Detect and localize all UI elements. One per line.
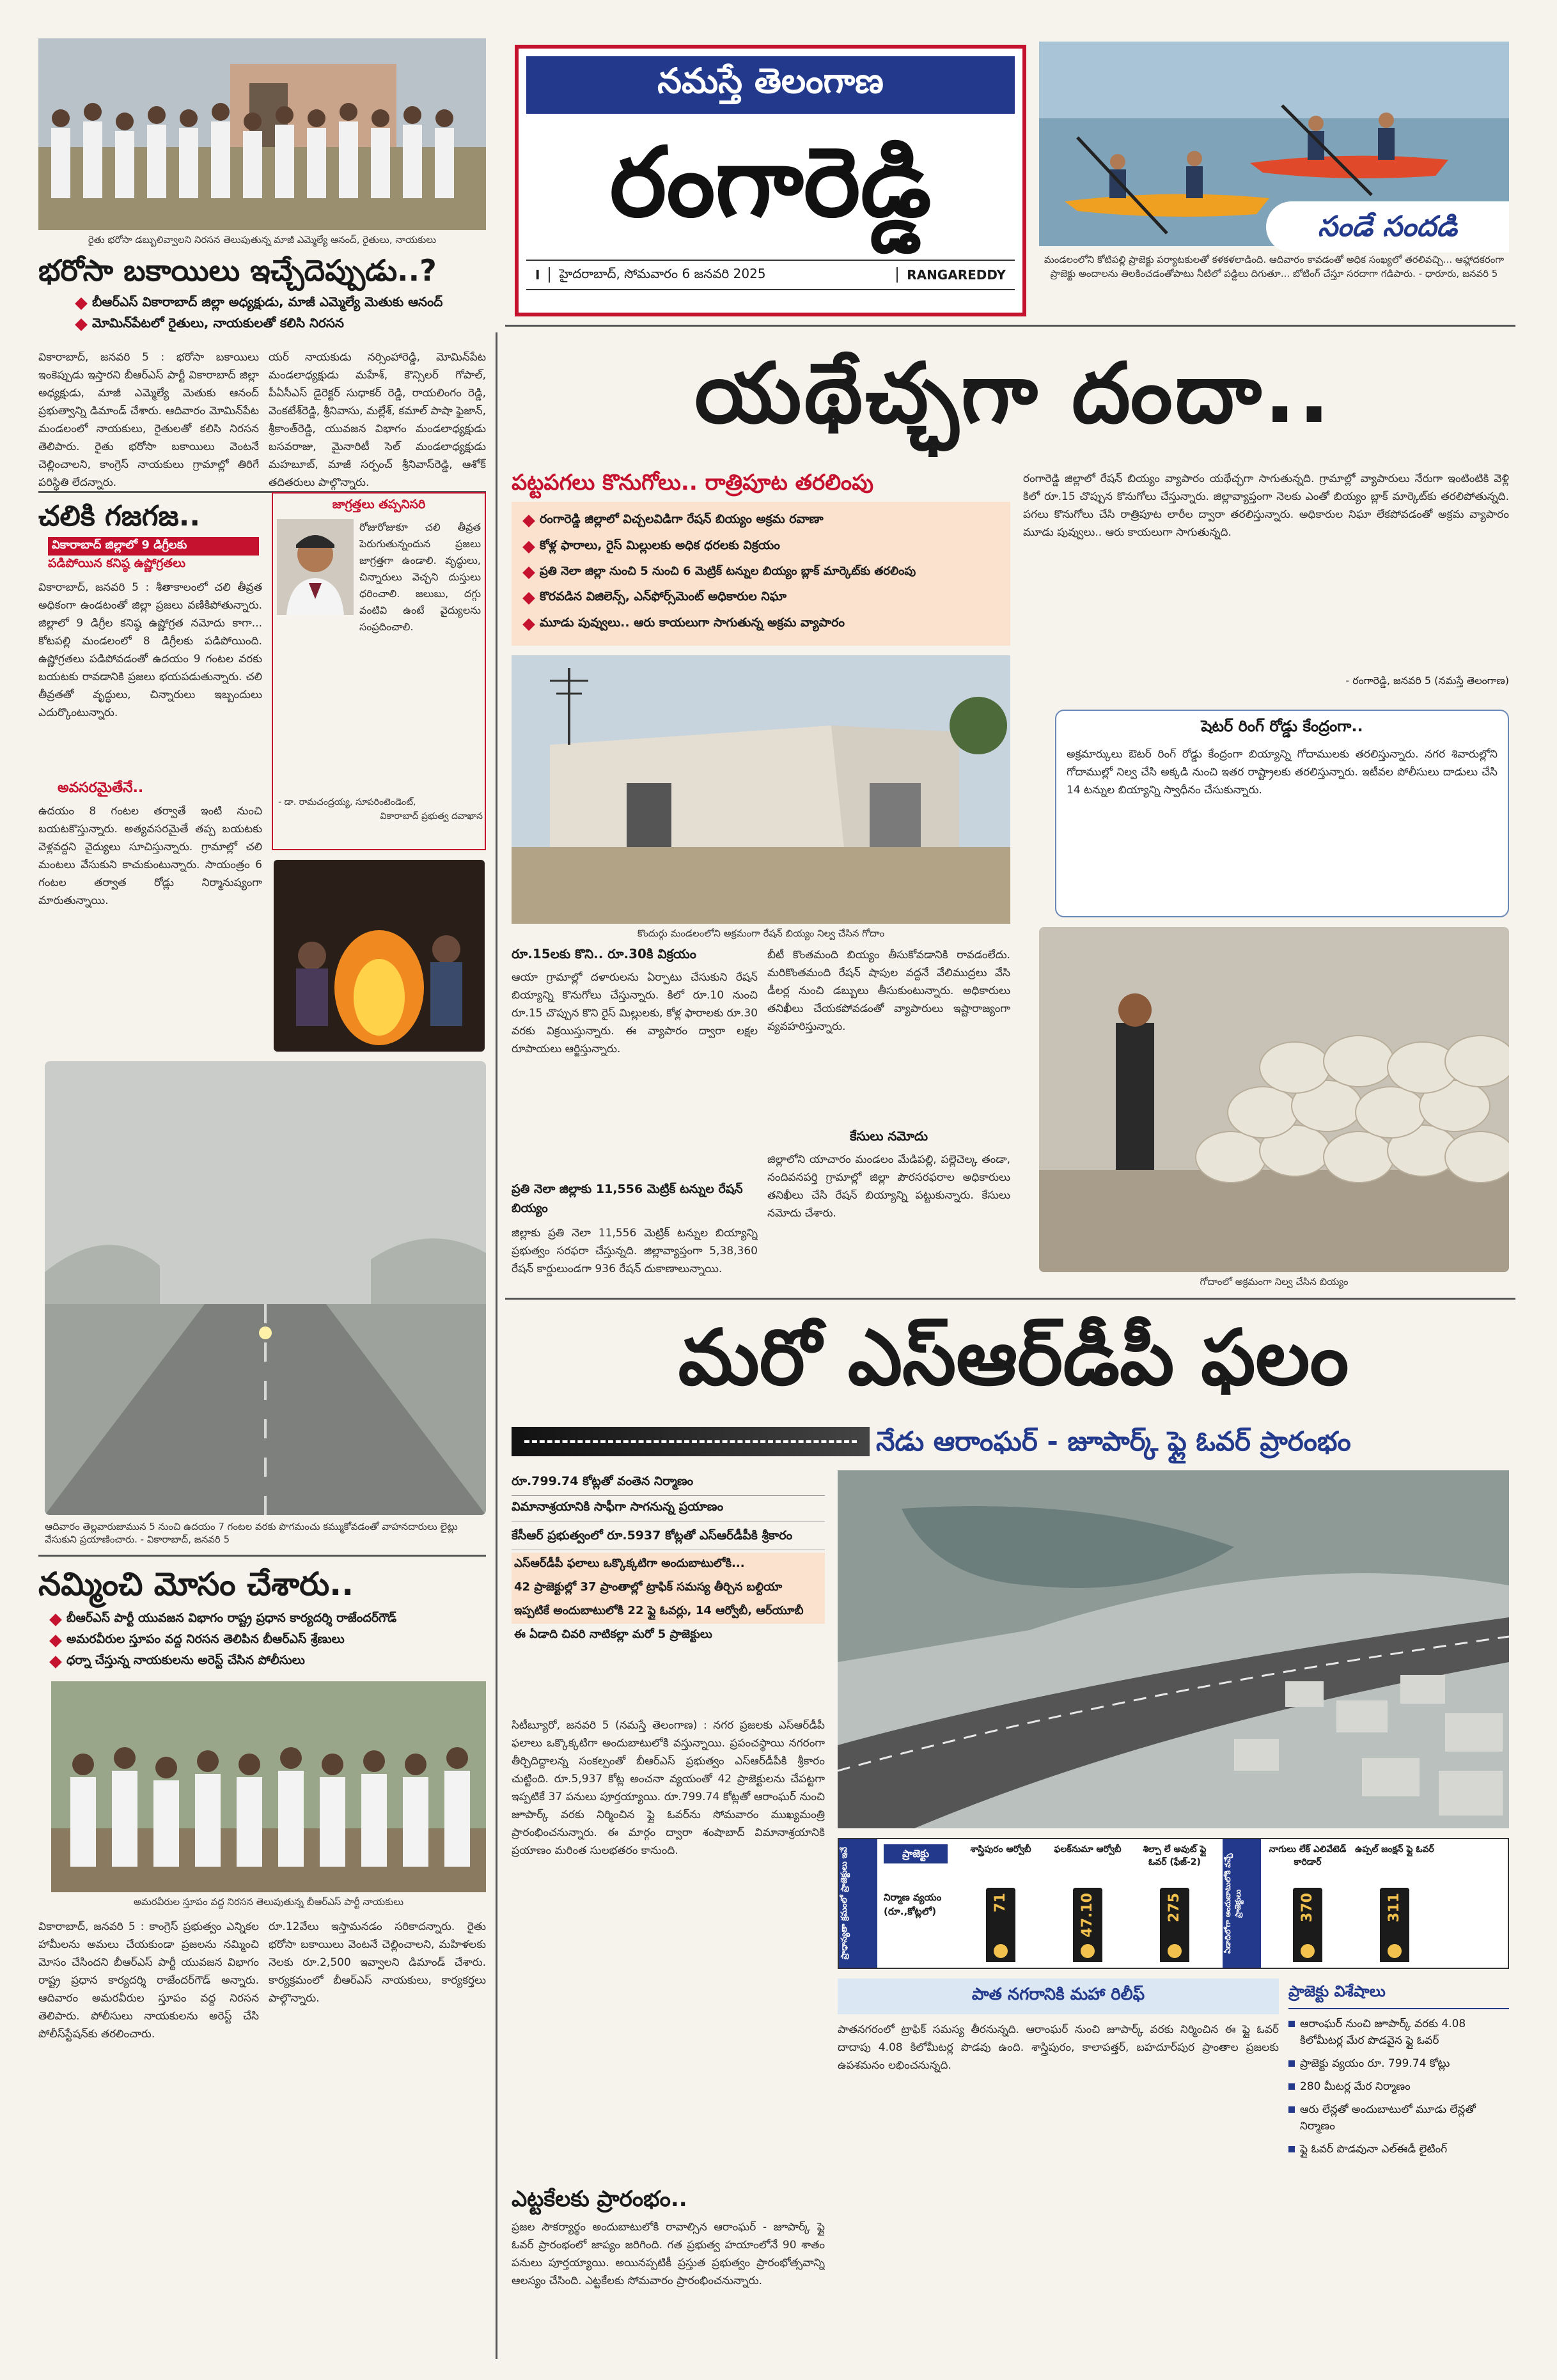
relief-body: పాతనగరంలో ట్రాఫిక్ సమస్య తీరనున్నది. ఆరాంఘర్ నుంచి జూపార్క్ వరకు నిర్మించిన ఈ ఫ్లై ఓవర్ దాదాపు 4.08 కిలోమీటర్ల పొడవు ఉంది. శాస్త్రిపురం, కాలాపత్తర్, బహదూర్‌పుర ప్రాంతాల ప్రజలకు ఉపశమనం లభించనున్నది.: [838, 2023, 1279, 2072]
project-cost-bar: [986, 1888, 1015, 1962]
cold-sub3: అవసరమైతేనే..: [58, 780, 144, 796]
project-cell: [1134, 1843, 1215, 1964]
issue-mark: I: [526, 267, 550, 283]
outer-ring-box: [1055, 710, 1509, 917]
lead-bullet: ప్రతి నెలా జిల్లా నుంచి 5 నుంచి 6 మెట్రిక్ టన్నుల బియ్యం బ్లాక్ మార్కెట్‌కు తరలింపు: [524, 564, 998, 580]
fog-photo: [45, 1061, 486, 1515]
brs-photo-caption: అమరవీరుల స్తూపం వద్ద నిరసన తెలుపుతున్న బీఆర్ఎస్ పార్టీ నాయకులు: [133, 1896, 404, 1908]
cold-body: వికారాబాద్, జనవరి 5 : శీతాకాలంలో చలి తీవ్రత అధికంగా ఉండటంతో జిల్లా ప్రజలు వణికిపోతున్నారు. జిల్లాలో 9 డిగ్రీల కనిష్ఠ ఉష్ణోగ్రత నమోదు కాగా... కోటపల్లి మండలంలో 8 డిగ్రీలకు పడిపోయింది. ఉష్ణోగ్రతలు పడిపోవడంతో ఉదయం 9 గంటల వరకు బయటకు రావడానికి ప్రజలు భయపడుతున్నారు. చలి తీవ్రతతో వృద్ధులు, చిన్నారులు ఇబ్బందులు ఎదుర్కొంటున్నారు.: [38, 581, 262, 719]
rice-bags-photo: [1039, 927, 1509, 1272]
paper-name: నమస్తే తెలంగాణ: [657, 60, 884, 101]
point: ఈ ఏడాది చివరి నాటికల్లా మరో 5 ప్రాజెక్టులు: [514, 1628, 712, 1641]
project-name: ఫలక్‌నుమా ఆర్వోబీ: [1054, 1844, 1122, 1855]
coin-icon: [1301, 1944, 1315, 1958]
doctor-photo: [277, 519, 354, 615]
feature-item: 280 మీటర్ల మేర నిర్మాణం: [1288, 2078, 1509, 2095]
lead-bullet: కోళ్ల ఫారాలు, రైస్ మిల్లులకు అధిక ధరలకు విక్రయం: [524, 538, 998, 556]
project-cell: [1267, 1843, 1348, 1964]
cold-body2: ఉదయం 8 గంటల తర్వాతే ఇంటి నుంచి బయటకొస్తున్నారు. అత్యవసరమైతే తప్ప బయటకు వెళ్లవద్దని వైద్యులు సూచిస్తున్నారు. గ్రామాల్లో చలి మంటలు వేసుకుని కాచుకుంటున్నారు. సాయంత్రం 6 గంటల తర్వాత రోడ్లు నిర్మానుష్యంగా మారుతున్నాయి.: [38, 805, 262, 907]
left-top-bullets: [77, 294, 486, 334]
lead-intro: రంగారెడ్డి జిల్లాలో రేషన్ బియ్యం వ్యాపారం యథేచ్ఛగా సాగుతున్నది. గ్రామాల్లో వ్యాపారులు నేరుగా ఇంటింటికి వెళ్లి కిలో రూ.15 చొప్పున కొనుగోలు చేస్తున్నారు. జిల్లావ్యాప్తంగా నెలకు ఎంతో బియ్యం బ్లాక్ మార్కెట్‌కు తరలిపోతున్నది. పగలు కొనుగోలు చేసి రాత్రిపూట లారీల ద్వారా తరలిస్తున్నారు. అధికారుల నిఘా లేకపోవడంతో అక్రమ వ్యాపారం మూడు పువ్వులు.. ఆరు కాయలుగా సాగుతున్నది.: [1023, 472, 1509, 539]
ettakelaku-head: ఎట్టకేలకు ప్రారంభం..: [512, 2186, 687, 2212]
masthead: [515, 45, 1026, 316]
table-side-a: ప్రాధాన్యతా క్రమంలో ప్రాజెక్టులు ఇవే: [839, 1839, 877, 1968]
point: ఇప్పటికే అందుబాటులోకి 22 ఫ్లై ఓవర్లు, 14 ఆర్వోబీ, ఆర్‌యూబీ: [512, 1600, 825, 1624]
protest-photo: [38, 38, 486, 230]
bullet-icon: [1288, 2060, 1295, 2067]
coin-icon: [1388, 1944, 1402, 1958]
features-box: [1288, 1979, 1509, 2359]
left-top-body-b: యర్ నాయకుడు నర్సింహారెడ్డి, మోమిన్‌పేట మండలాధ్యక్షుడు మహేశ్, కౌన్సిలర్ గోపాల్, పీఏసీఎస్ డైరెక్టర్ సుధాకర్ రెడ్డి, రాయలింగం రెడ్డి, వెంకటేశ్‌రెడ్డి, శ్రీనివాసు, మల్లేశ్, కమాల్ పాషా ఫైజాన్, శ్రీకాంత్‌రెడ్డి, యువజన విభాగం మండలాధ్యక్షుడు బసవరాజు, మైనారిటీ సెల్ మండలాధ్యక్షుడు మహబూబ్, మాజీ సర్పంచ్ శ్రీనివాస్‌రెడ్డి, ఆశోక్ తదితరులు పాల్గొన్నారు.: [269, 351, 486, 489]
cold-box-sig1: - డా. రామచంద్రయ్య, సూపరింటెండెంట్,: [278, 797, 416, 807]
coin-icon: [994, 1944, 1008, 1958]
project-cost-bar: [1380, 1888, 1409, 1962]
edition-en: RANGAREDDY: [896, 267, 1015, 283]
coin-icon: [1168, 1944, 1182, 1958]
bullet: అమరవీరుల స్తూపం వద్ద నిరసన తెలిపిన బీఆర్ఎస్ శ్రేణులు: [51, 1632, 486, 1649]
cold-sub2: పడిపోయిన కనిష్ఠ ఉష్ణోగ్రతలు: [48, 556, 186, 570]
table-side-b: ఏడాదిలోగా అందుబాటులోకి వచ్చే ప్రాజెక్టులు: [1223, 1839, 1261, 1968]
left-top-headline: భరోసా బకాయిలు ఇచ్చేదెప్పుడు..?: [38, 253, 437, 288]
godown-photo-caption: కొందుర్గు మండలంలోని అక్రమంగా రేషన్ బియ్యం నిల్వ చేసిన గోదాం: [637, 928, 885, 939]
lead-col-b-head: కేసులు నమోదు: [849, 1128, 928, 1144]
project-cost-bar: [1160, 1888, 1189, 1962]
lead-bullets-box: [512, 502, 1010, 646]
feature-item: ప్రాజెక్టు వ్యయం రూ. 799.74 కోట్లు: [1288, 2055, 1509, 2072]
lead-intro-sig: - రంగారెడ్డి, జనవరి 5 (నమస్తే తెలంగాణ): [1345, 674, 1509, 687]
bonfire-photo: [274, 860, 485, 1052]
bullet-icon: [1288, 2146, 1295, 2152]
project-cost: 71: [992, 1893, 1008, 1913]
second-subhead: నేడు ఆరాంఘర్ - జూపార్క్ ఫ్లై ఓవర్ ప్రారంభం: [876, 1426, 1351, 1457]
second-body: సిటీబ్యూరో, జనవరి 5 (నమస్తే తెలంగాణ) : నగర ప్రజలకు ఎస్‌ఆర్‌డీపీ ఫలాలు ఒక్కొక్కటిగా అందుబాటులోకి వస్తున్నాయి. ప్రపంచస్థాయి నగరంగా తీర్చిదిద్దాలన్న సంకల్పంతో బీఆర్ఎస్ ప్రభుత్వం ఎస్‌ఆర్‌డీపీకి శ్రీకారం చుట్టింది. రూ.5,937 కోట్ల అంచనా వ్యయంతో 42 ప్రాజెక్టులను చేపట్టగా ఇప్పటికే 37 పనులు పూర్తయ్యాయి. రూ.799.74 కోట్లతో ఆరాంఘర్ నుంచి జూపార్క్ వరకు నిర్మించిన ఫ్లై ఓవర్‌ను సోమవారం ముఖ్యమంత్రి ప్రారంభించనున్నారు. ఈ మార్గం ద్వారా శంషాబాద్ విమానాశ్రయానికి ప్రయాణం మరింత సులభతరం కానుంది.: [512, 1719, 825, 1857]
second-subhead-strip: [512, 1419, 1515, 1464]
flyover-photo: [838, 1470, 1509, 1828]
protest-photo-caption: రైతు భరోసా డబ్బులివ్వాలని నిరసన తెలుపుతున్న మాజీ ఎమ్మెల్యే ఆనంద్, రైతులు, నాయకులు: [88, 234, 437, 245]
lead-col-a2: జిల్లాకు ప్రతి నెలా 11,556 మెట్రిక్ టన్నుల బియ్యాన్ని ప్రభుత్వం సరఫరా చేస్తున్నది. జిల్లావ్యాప్తంగా 5,38,360 రేషన్ కార్డులుండగా 936 రేషన్ దుకాణాలున్నాయి.: [512, 1227, 758, 1275]
coin-icon: [1081, 1944, 1095, 1958]
bullet-icon: [1288, 2083, 1295, 2090]
rice-bags-caption: గోదాంలో అక్రమంగా నిల్వ చేసిన బియ్యం: [1200, 1276, 1349, 1287]
features-list: [1288, 2016, 1509, 2158]
outer-ring-title: షెటర్ రింగ్ రోడ్డు కేంద్రంగా..: [1201, 717, 1363, 735]
cold-headline: చలికి గజగజ..: [38, 500, 201, 533]
bullet-icon: [1288, 2106, 1295, 2113]
cold-doctor-box: [272, 492, 486, 850]
dateline: హైదరాబాద్, సోమవారం 6 జనవరి 2025: [559, 265, 766, 281]
bullet: బీఆర్ఎస్ వికారాబాద్ జిల్లా అధ్యక్షుడు, మాజీ ఎమ్మెల్యే మెతుకు ఆనంద్: [77, 294, 486, 313]
fog-photo-caption: ఆదివారం తెల్లవారుజామున 5 నుంచి ఉదయం 7 గంటల వరకు పొగమంచు కమ్ముకోవడంతో వాహనదారులు లైట్లు వేసుకుని ప్రయాణించారు. - వికారాబాద్, జనవరి 5: [45, 1521, 458, 1545]
feature-item: ఆరాంఘర్ నుంచి జూపార్క్ వరకు 4.08 కిలోమీటర్ల మేర పొడవైన ఫ్లై ఓవర్: [1288, 2016, 1509, 2049]
project-cost: 370: [1299, 1893, 1315, 1922]
project-table: [838, 1838, 1509, 1969]
project-name: శిల్పా లే అవుట్ ఫ్లై ఓవర్ (ఫేజ్-2): [1143, 1844, 1207, 1867]
lead-col-b: బీటీ కొంతమంది బియ్యం తీసుకోవడానికి రావడంలేదు. మరికొంతమంది రేషన్ షాపుల వద్దనే వేలిముద్రలు వేసి డీలర్ల నుంచి డబ్బులు తీసుకుంటున్నారు. అధికారులు తనిఖీలు చేయకపోవడంతో వ్యాపారులు ఇష్టారాజ్యంగా వ్యవహరిస్తున్నారు.: [767, 949, 1010, 1033]
brs-protest-photo: [51, 1681, 486, 1892]
lead-col-a2-head: ప్రతి నెలా జిల్లాకు 11,556 మెట్రిక్ టన్నుల రేషన్ బియ్యం: [512, 1182, 743, 1215]
lead-bullet: మూడు పువ్వులు.. ఆరు కాయలుగా సాగుతున్న అక్రమ వ్యాపారం: [524, 616, 998, 633]
point: రూ.799.74 కోట్లతో వంతెన నిర్మాణం: [512, 1470, 825, 1496]
left-top-body-a: వికారాబాద్, జనవరి 5 : భరోసా బకాయిలు ఇంకెప్పుడు ఇస్తారని బీఆర్ఎస్ పార్టీ వికారాబాద్ జిల్లా అధ్యక్షుడు, మాజీ ఎమ్మెల్యే మెతుకు ఆనంద్ ప్రభుత్వాన్ని డిమాండ్ చేశారు. ఆదివారం మోమిన్‌పేట మండలంలో నాయకులు, రైతులతో కలిసి నిరసన తెలిపారు. రైతు భరోసా బకాయిలు వెంటనే చెల్లించాలని, కాంగ్రెస్ నాయకులు గ్రామాల్లో తిరిగే పరిస్థితి లేదన్నారు.: [38, 351, 259, 489]
bullet: మోమిన్‌పేటలో రైతులు, నాయకులతో కలిసి నిరసన: [77, 315, 486, 334]
project-name: నాగులు లేక్ ఎలివేటెడ్ కారిడార్: [1269, 1844, 1347, 1867]
cold-box-title: జాగ్రత్తలు తప్పనిసరి: [332, 497, 426, 511]
lead-col-b2: జిల్లాలోని యాచారం మండలం మేడిపల్లి, పల్లెచెల్క తండా, నందివనపర్తి గ్రామాల్లో జిల్లా పౌరసరఫరాల అధికారులు తనిఖీలు చేసి రేషన్ బియ్యాన్ని పట్టుకున్నారు. కేసులు నమోదు చేశారు.: [767, 1153, 1010, 1220]
ettakelaku-body: ప్రజల సౌకర్యార్థం అందుబాటులోకి రావాల్సిన ఆరాంఘర్ - జూపార్క్ ఫ్లై ఓవర్ ప్రారంభంలో జాప్యం జరిగింది. గత ప్రభుత్వ హయాంలోనే 90 శాతం పనులు పూర్తయ్యాయి. అయినప్పటికీ ప్రస్తుత ప్రభుత్వం ప్రారంభోత్సవాన్ని ఆలస్యం చేసింది. ఎట్టకేలకు సోమవారం ప్రారంభించనున్నారు.: [512, 2221, 825, 2287]
project-cost: 275: [1166, 1893, 1182, 1922]
project-cost: 47.10: [1079, 1893, 1095, 1938]
point: ఎస్‌ఆర్‌డీపీ ఫలాలు ఒక్కొక్కటిగా అందుబాటులోకి...: [512, 1553, 825, 1576]
outer-ring-text: అక్రమార్కులు ఔటర్ రింగ్ రోడ్డు కేంద్రంగా బియ్యాన్ని గోదాములకు తరలిస్తున్నారు. నగర శివారుల్లోని గోదాముల్లో నిల్వ చేసి అక్కడి నుంచి ఇతర రాష్ట్రాలకు తరలిస్తున్నారు. ఇటీవల పోలీసులు దాడులు చేసి 14 టన్నుల బియ్యాన్ని స్వాధీనం చేసుకున్నారు.: [1067, 748, 1498, 797]
left-bottom-body-b: రూ.12వేలు ఇస్తామనడం సరికాదన్నారు. రైతు భరోసా బకాయిలు వెంటనే చెల్లించాలని, మహిళలకు నెలకు రూ.2,500 ఇవ్వాలని డిమాండ్ చేశారు. కార్యక్రమంలో బీఆర్ఎస్ నాయకులు, కార్యకర్తలు పాల్గొన్నారు.: [269, 1920, 486, 2005]
second-left-points: [512, 1470, 825, 1647]
relief-box: [838, 1979, 1279, 2359]
project-name: శాస్త్రిపురం ఆర్వోబీ: [970, 1844, 1031, 1855]
lead-bullet: రంగారెడ్డి జిల్లాలో విచ్చలవిడిగా రేషన్ బియ్యం అక్రమ రవాణా: [524, 512, 998, 529]
project-cell: [960, 1843, 1041, 1964]
left-bottom-bullets: [51, 1611, 486, 1670]
features-title: ప్రాజెక్టు విశేషాలు: [1288, 1979, 1509, 2009]
bullet: ధర్నా చేస్తున్న నాయకులను అరెస్ట్ చేసిన పోలీసులు: [51, 1653, 486, 1670]
project-name: ఉప్పల్ జంక్షన్ ఫ్లై ఓవర్: [1355, 1844, 1434, 1855]
cold-sub1: వికారాబాద్ జిల్లాలో 9 డిగ్రీలకు: [48, 537, 259, 556]
left-bottom-body-a: వికారాబాద్, జనవరి 5 : కాంగ్రెస్ ప్రభుత్వం ఎన్నికల హామీలను అమలు చేయకుండా ప్రజలను నమ్మించి మోసం చేసిందని బీఆర్ఎస్ పార్టీ యువజన విభాగం రాష్ట్ర ప్రధాన కార్యదర్శి రాజేందర్‌గౌడ్ అన్నారు. ఆదివారం అమరవీరుల స్తూపం వద్ద నిరసన తెలిపారు. పోలీసులు నాయకులను అరెస్ట్ చేసి పోలీస్‌స్టేషన్‌కు తరలించారు.: [38, 1920, 259, 2041]
feature-item: ఫ్లై ఓవర్ పొడవునా ఎల్‌ఈడీ లైటింగ్: [1288, 2141, 1509, 2158]
sunday-badge: సండే సందడి: [1266, 201, 1509, 253]
dateline-row: [526, 260, 1015, 290]
bullet-icon: [1288, 2021, 1295, 2027]
left-bottom-headline: నమ్మించి మోసం చేశారు..: [38, 1566, 354, 1603]
lead-col-a: ఆయా గ్రామాల్లో దళారులను ఏర్పాటు చేసుకుని రేషన్ బియ్యాన్ని కొనుగోలు చేస్తున్నారు. కిలో రూ.10 నుంచి రూ.15 చొప్పున కొని రైస్ మిల్లులకు, కోళ్ల ఫారాలకు రూ.30 వరకు విక్రయిస్తున్నారు. ఈ వ్యాపారం ద్వారా లక్షల రూపాయలు ఆర్జిస్తున్నారు.: [512, 971, 758, 1055]
table-cost-label: నిర్మాణ వ్యయం (రూ.,కోట్లలో): [884, 1892, 942, 1917]
project-cost-bar: [1293, 1888, 1322, 1962]
project-cell: [1354, 1843, 1435, 1964]
second-headline: మరో ఎస్‌ఆర్‌డీపీ ఫలం: [678, 1314, 1349, 1403]
paper-name-bar: [526, 56, 1015, 114]
bullet: బీఆర్ఎస్ పార్టీ యువజన విభాగం రాష్ట్ర ప్రధాన కార్యదర్శి రాజేందర్‌గౌడ్: [51, 1611, 486, 1628]
godown-photo: [512, 655, 1010, 924]
cold-box-text: రోజురోజుకూ చలి తీవ్రత పెరుగుతున్నందున ప్రజలు జాగ్రత్తగా ఉండాలి. వృద్ధులు, చిన్నారులు వెచ్చని దుస్తులు ధరించాలి. జలుబు, దగ్గు వంటివి ఉంటే వైద్యులను సంప్రదించాలి.: [359, 521, 481, 633]
relief-title: పాత నగరానికి మహా రిలీఫ్: [838, 1979, 1279, 2014]
edition-title: రంగారెడ్డి: [609, 127, 932, 238]
lead-col-a-head: రూ.15లకు కొని.. రూ.30కి విక్రయం: [512, 946, 696, 961]
project-cost: 311: [1386, 1893, 1402, 1922]
point: కేసీఆర్ ప్రభుత్వంలో రూ.5937 కోట్లతో ఎస్‌ఆర్‌డీపీకి శ్రీకారం: [512, 1521, 825, 1550]
kayak-caption: మండలంలోని కోటిపల్లి ప్రాజెక్టు పర్యాటకులతో కళకళలాడింది. ఆదివారం కావడంతో అధిక సంఖ్యలో తరలివచ్చి... ఆహ్లాదకరంగా ప్రాజెక్టు అందాలను తిలకించడంతోపాటు నీటిలో పడ్డిలు దిగుతూ... బోటింగ్ చేస్తూ సరదాగా గడిపారు. - ధారూరు, జనవరి 5: [1044, 254, 1505, 279]
lead-subhead: పట్టపగలు కొనుగోలు.. రాత్రిపూట తరలింపు: [512, 470, 874, 495]
lead-bullet: కొరవడిన విజిలెన్స్, ఎన్‌ఫోర్స్‌మెంట్ అధికారుల నిఘా: [524, 589, 998, 607]
point: విమానాశ్రయానికి సాఫీగా సాగనున్న ప్రయాణం: [512, 1496, 825, 1521]
lead-headline: యథేచ్ఛగా దందా..: [694, 345, 1333, 442]
cold-box-sig2: వికారాబాద్ ప్రభుత్వ దవాఖాన: [380, 811, 483, 821]
project-cost-bar: [1073, 1888, 1102, 1962]
point: 42 ప్రాజెక్టుల్లో 37 ప్రాంతాల్లో ట్రాఫిక్ సమస్య తీర్చిన బల్దియా: [512, 1576, 825, 1600]
table-project-label: ప్రాజెక్టు: [884, 1844, 948, 1863]
project-cell: [1047, 1843, 1128, 1964]
feature-item: ఆరు లేన్లతో అందుబాటులో మూడు లేన్లతో నిర్మాణం: [1288, 2101, 1509, 2135]
